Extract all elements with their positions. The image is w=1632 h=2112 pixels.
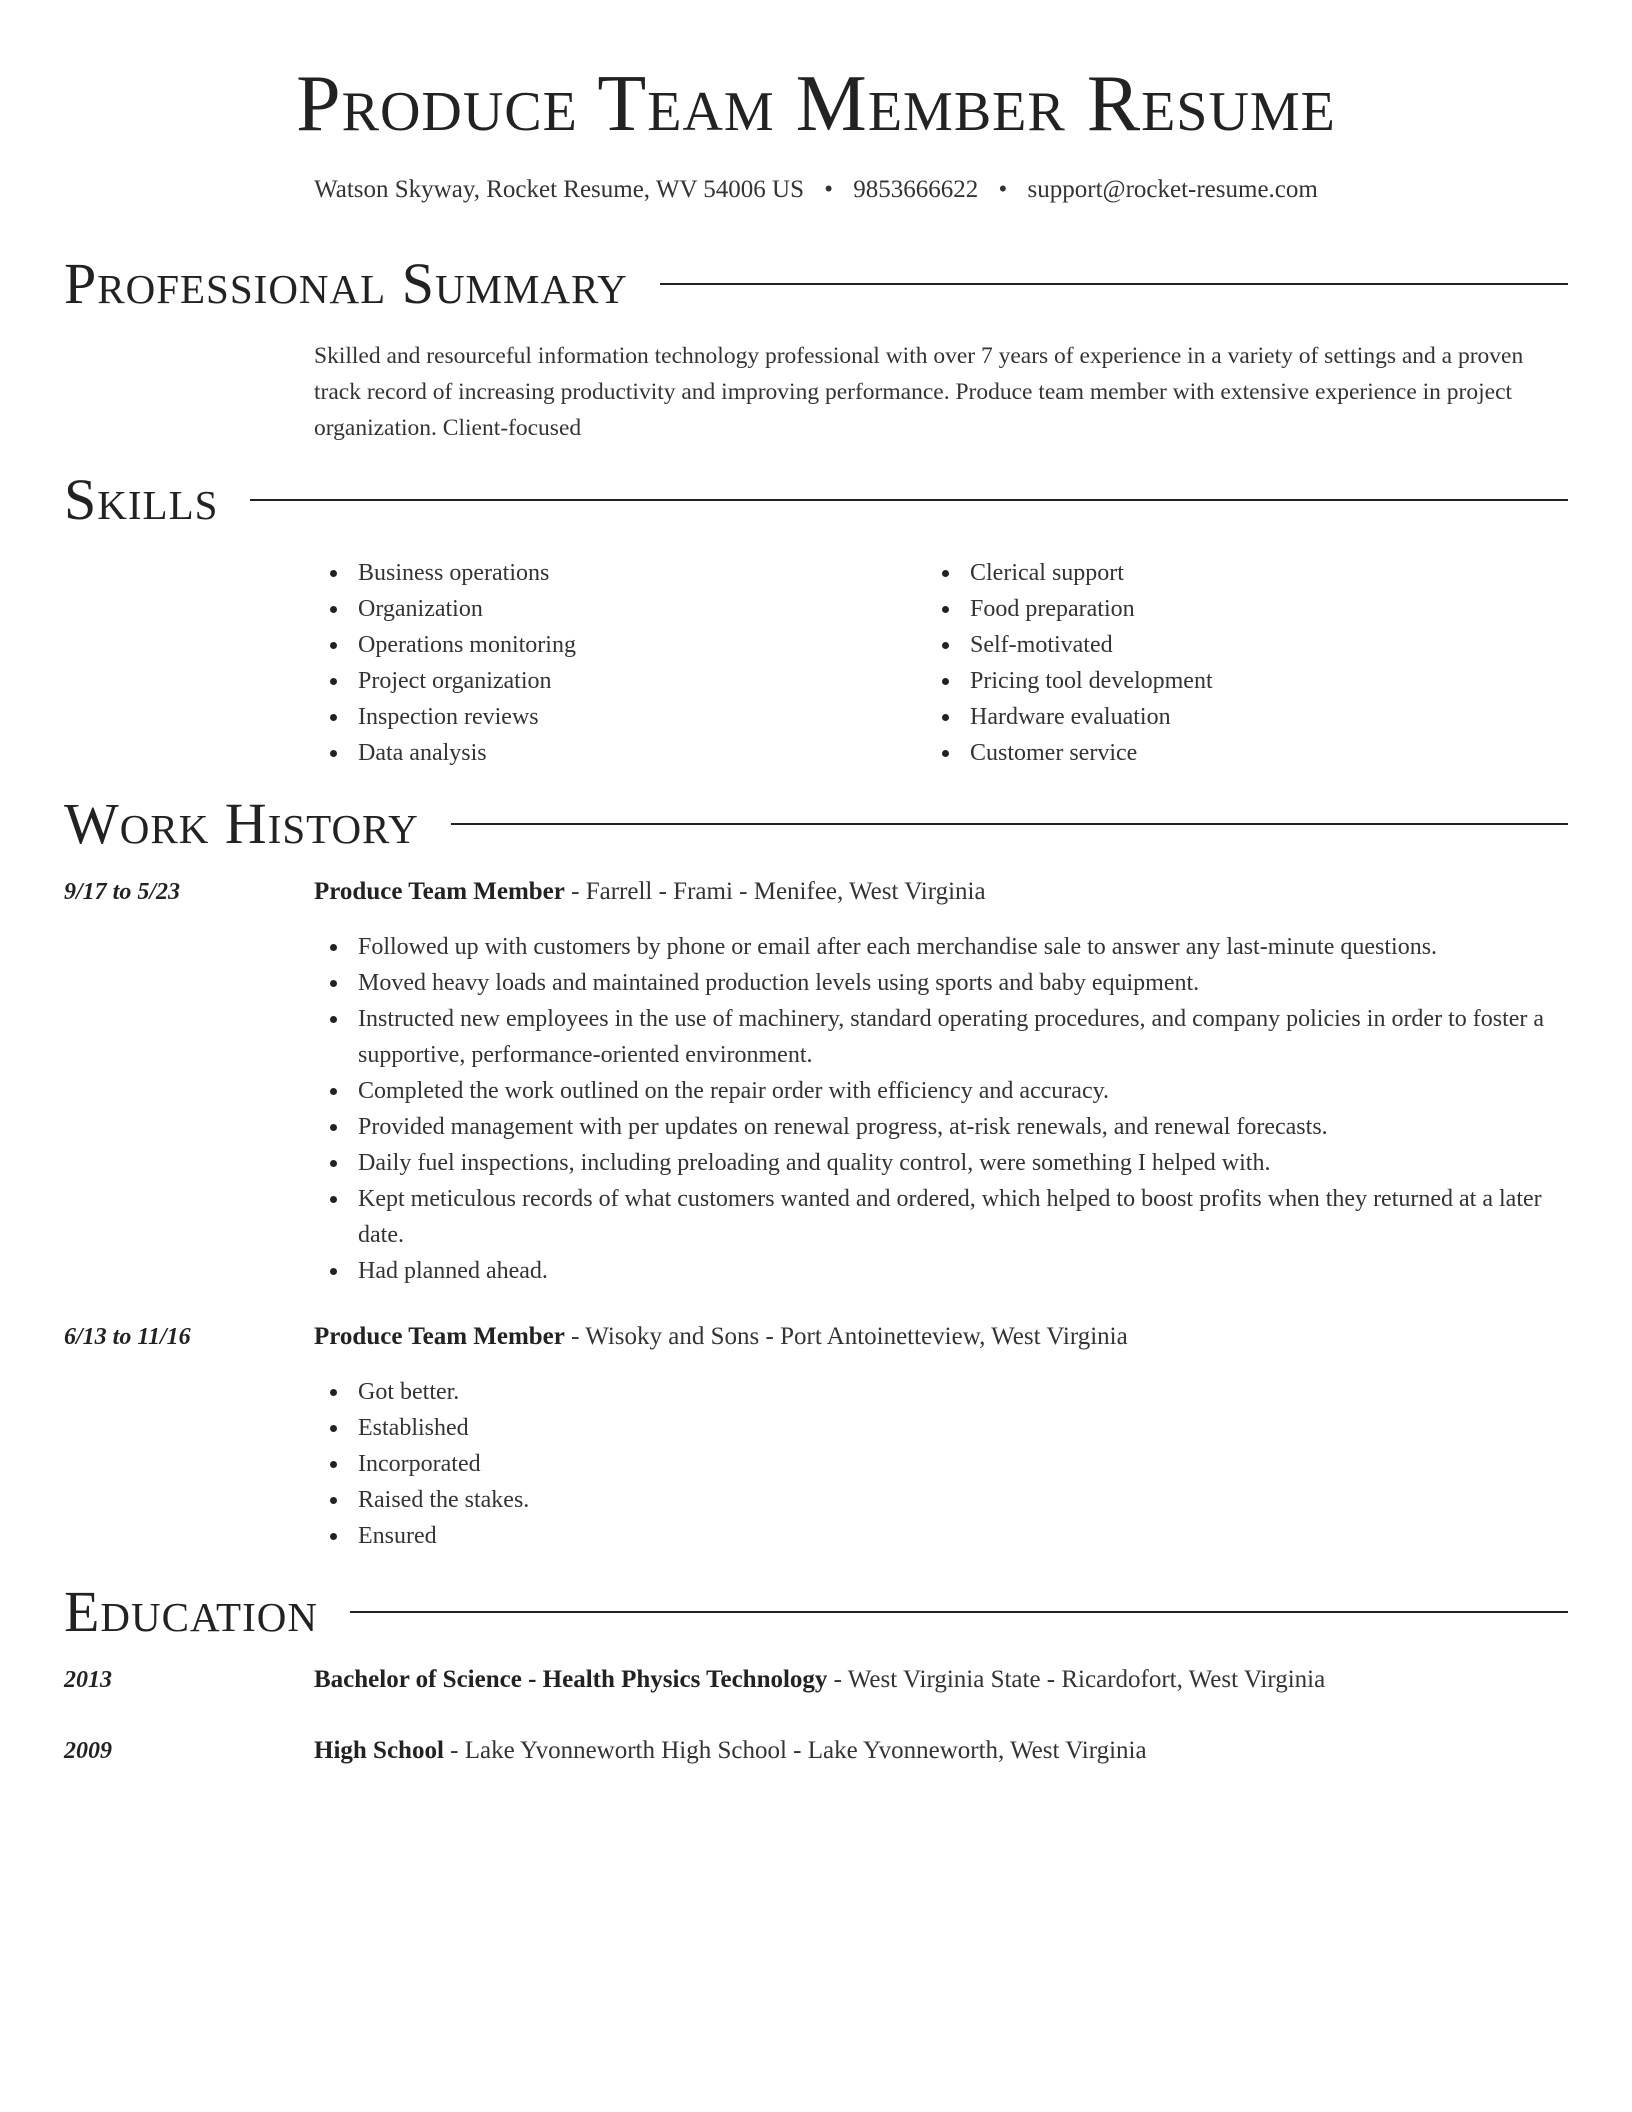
contact-address: Watson Skyway, Rocket Resume, WV 54006 US: [314, 176, 805, 203]
contact-phone: 9853666622: [853, 176, 979, 203]
job-employer-details: - Farrell - Frami - Menifee, West Virginia: [564, 878, 986, 905]
resume-title: Produce Team Member Resume: [296, 60, 1336, 148]
job-employer-details: - Wisoky and Sons - Port Antoinetteview, West Virginia: [564, 1323, 1128, 1350]
job-bullet: Had planned ahead.: [314, 1253, 1568, 1289]
skills-list-left: [314, 555, 576, 771]
contact-separator: •: [998, 176, 1008, 203]
skill-item: Self-motivated: [926, 627, 1213, 663]
job-bullet: Incorporated: [314, 1446, 1568, 1482]
skills-list-right: [926, 555, 1213, 771]
skill-item: Pricing tool development: [926, 663, 1213, 699]
job-bullet: Raised the stakes.: [314, 1482, 1568, 1518]
job-bullet: Provided management with per updates on renewal progress, at-risk renewals, and renewal forecasts.: [314, 1109, 1568, 1145]
education-year: 2009: [64, 1738, 112, 1764]
summary-text: Skilled and resourceful information technology professional with over 7 years of experience in a variety of settings and a proven track record of increasing productivity and improving performance. Produce team member with extensive experience in project organization. Client-focused: [314, 343, 1524, 441]
skill-item: Business operations: [314, 555, 576, 591]
job-bullet: Established: [314, 1410, 1568, 1446]
contact-line: [64, 174, 1568, 206]
skill-item: Customer service: [926, 735, 1213, 771]
work-heading: Work History: [64, 791, 419, 856]
section-divider: [250, 499, 1568, 501]
contact-separator: •: [824, 176, 834, 203]
job-bullet: Followed up with customers by phone or email after each merchandise sale to answer any last-minute questions.: [314, 929, 1568, 965]
summary-heading: Professional Summary: [64, 251, 628, 316]
job-dates: 6/13 to 11/16: [64, 1324, 191, 1350]
job-heading: [314, 1320, 1568, 1354]
job-bullets: [314, 929, 1568, 1289]
skill-item: Operations monitoring: [314, 627, 576, 663]
section-divider: [660, 283, 1568, 285]
job-bullet: Daily fuel inspections, including preloading and quality control, were something I helped with.: [314, 1145, 1568, 1181]
skill-item: Organization: [314, 591, 576, 627]
skill-item: Inspection reviews: [314, 699, 576, 735]
education-entry: [314, 1663, 1568, 1697]
education-heading: Education: [64, 1579, 318, 1644]
skills-section-header: [64, 466, 1568, 534]
job-bullet: Kept meticulous records of what customers wanted and ordered, which helped to boost profits when they returned at a later date.: [314, 1181, 1568, 1253]
education-section-header: [64, 1578, 1568, 1646]
job-heading: [314, 875, 1568, 909]
section-divider: [350, 1611, 1568, 1613]
job-bullets: [314, 1374, 1568, 1554]
education-details: - West Virginia State - Ricardofort, West Virginia: [827, 1666, 1326, 1693]
skill-item: Data analysis: [314, 735, 576, 771]
skill-item: Clerical support: [926, 555, 1213, 591]
job-bullet: Got better.: [314, 1374, 1568, 1410]
summary-section-header: [64, 250, 1568, 318]
education-degree: Bachelor of Science - Health Physics Technology: [314, 1666, 828, 1693]
job-bullet: Completed the work outlined on the repair order with efficiency and accuracy.: [314, 1073, 1568, 1109]
job-bullet: Moved heavy loads and maintained production levels using sports and baby equipment.: [314, 965, 1568, 1001]
education-degree: High School: [314, 1737, 444, 1764]
skill-item: Food preparation: [926, 591, 1213, 627]
education-entry: [314, 1734, 1568, 1768]
education-details: - Lake Yvonneworth High School - Lake Yvonneworth, West Virginia: [443, 1737, 1147, 1764]
job-bullet: Ensured: [314, 1518, 1568, 1554]
education-year: 2013: [64, 1667, 112, 1693]
work-section-header: [64, 790, 1568, 858]
job-dates: 9/17 to 5/23: [64, 879, 181, 905]
job-title: Produce Team Member: [314, 878, 565, 905]
skill-item: Hardware evaluation: [926, 699, 1213, 735]
job-bullet: Instructed new employees in the use of machinery, standard operating procedures, and company policies in order to foster a supportive, performance-oriented environment.: [314, 1001, 1568, 1073]
skills-heading: Skills: [64, 467, 219, 532]
section-divider: [451, 823, 1568, 825]
skill-item: Project organization: [314, 663, 576, 699]
contact-email[interactable]: support@rocket-resume.com: [1027, 176, 1318, 203]
job-title: Produce Team Member: [314, 1323, 565, 1350]
